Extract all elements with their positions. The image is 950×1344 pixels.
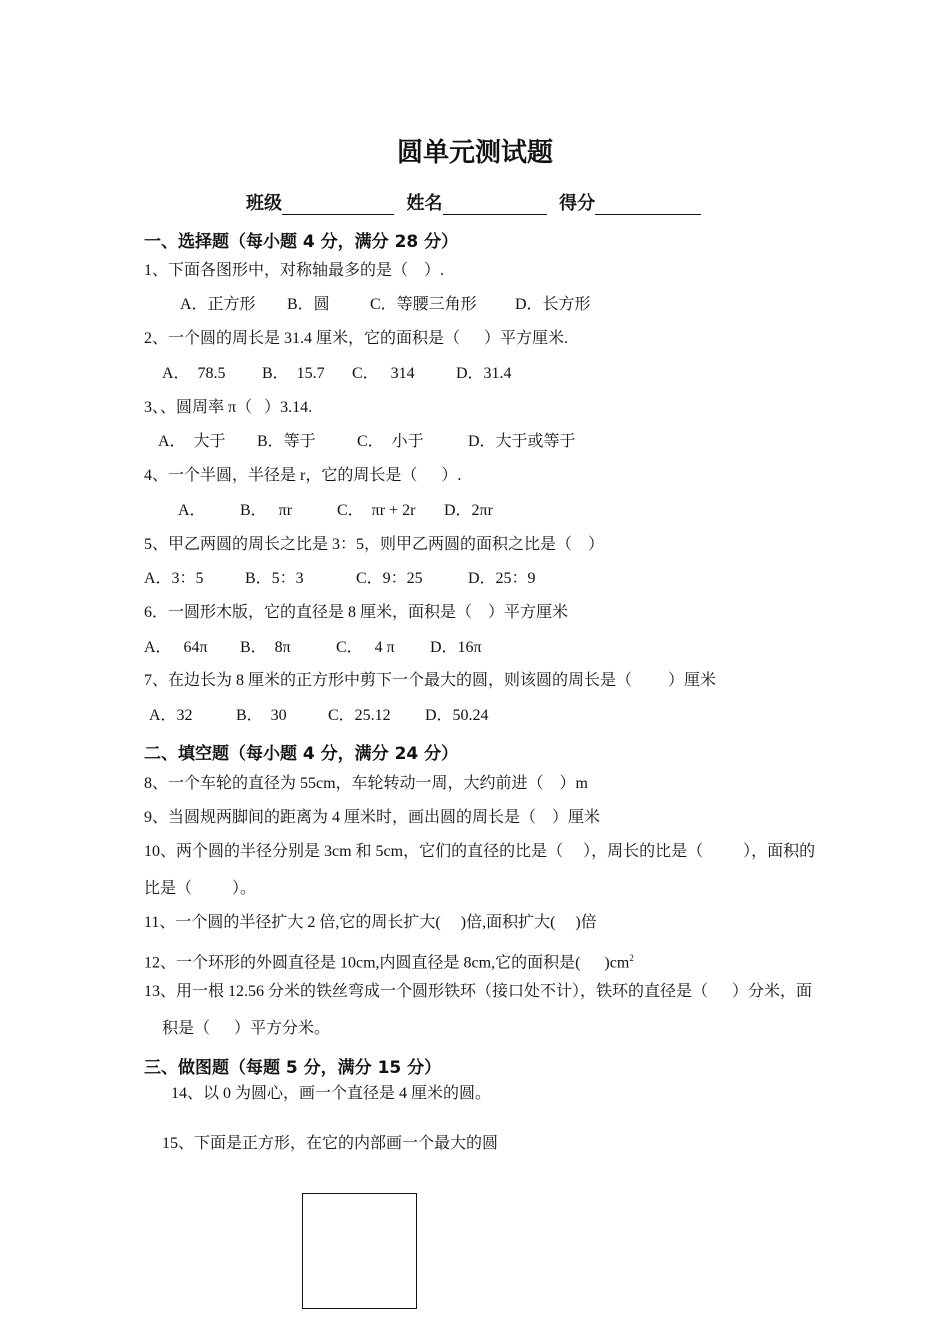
option-a: A．3：5 [144,570,204,587]
option-b: B． 8π [240,639,291,656]
question-13-continued: 积是（ ）平方分米。 [162,1020,331,1037]
option-c: C． 4 π [336,639,395,656]
question-4: 4、一个半圆，半径是 r，它的周长是（ ）. [144,467,462,484]
name-label: 姓名 [406,193,443,214]
question-1: 1、下面各图形中，对称轴最多的是（ ）. [144,262,445,279]
section-heading-choice: 一、选择题（每小题 4 分，满分 28 分） [144,232,459,252]
option-b: B．5：3 [245,570,304,587]
option-b: B．圆 [287,296,330,313]
class-label: 班级 [246,193,282,214]
option-d: D．长方形 [515,296,591,313]
section-heading-fill: 二、填空题（每小题 4 分，满分 24 分） [144,744,459,764]
question-14: 14、以 0 为圆心，画一个直径是 4 厘米的圆。 [171,1085,492,1102]
option-a: A． 64π [144,639,208,656]
question-15: 15、下面是正方形，在它的内部画一个最大的圆 [162,1135,499,1152]
option-d: D．2πr [444,502,493,519]
option-b: B． πr [240,502,293,519]
option-a: A．32 [149,707,193,724]
option-a: A．正方形 [180,296,256,313]
drawing-square [302,1193,417,1309]
option-d: D．大于或等于 [468,433,576,450]
question-10-continued: 比是（ ）。 [144,880,257,897]
option-a: A． 78.5 [162,365,226,382]
option-b: B．等于 [257,433,316,450]
score-label: 得分 [559,193,596,214]
option-c: C．25.12 [328,707,391,724]
question-9: 9、当圆规两脚间的距离为 4 厘米时，画出圆的周长是（ ）厘米 [144,809,601,826]
option-c: C．等腰三角形 [370,296,477,313]
option-d: D．25：9 [468,570,536,587]
option-c: C． πr + 2r [337,502,416,519]
question-3: 3、、圆周率 π（ ）3.14. [144,399,313,416]
option-c: C． 小于 [357,433,424,450]
option-c: C．9：25 [356,570,423,587]
question-2: 2、一个圆的周长是 31.4 厘米，它的面积是（ ）平方厘米. [144,330,569,347]
question-6: 6．一圆形木版，它的直径是 8 厘米，面积是（ ）平方厘米 [144,604,569,621]
question-7: 7、在边长为 8 厘米的正方形中剪下一个最大的圆，则该圆的周长是（ ）厘米 [144,672,717,689]
question-11: 11、一个圆的半径扩大 2 倍,它的周长扩大( )倍,面积扩大( )倍 [144,914,597,931]
superscript: 2 [629,953,634,963]
question-8: 8、一个车轮的直径为 55cm，车轮转动一周，大约前进（ ）m [144,775,588,792]
question-12-text: 12、一个环形的外圆直径是 10cm,内圆直径是 8cm,它的面积是( )cm [144,954,630,972]
student-info [246,189,701,215]
question-13: 13、用一根 12.56 分米的铁丝弯成一个圆形铁环（接口处不计），铁环的直径是（ ）分米，面 [144,983,813,1000]
question-12 [144,948,634,973]
option-b: B． 15.7 [262,365,325,382]
option-d: D．16π [430,639,482,656]
option-a: A． [178,502,206,519]
name-blank [443,196,547,215]
page-title: 圆单元测试题 [396,138,553,168]
option-d: D．50.24 [425,707,489,724]
section-heading-drawing: 三、做图题（每题 5 分，满分 15 分） [144,1058,442,1078]
option-a: A． 大于 [158,433,226,450]
question-5: 5、甲乙两圆的周长之比是 3：5，则甲乙两圆的面积之比是（ ） [144,536,605,553]
score-blank [595,196,701,215]
question-10: 10、两个圆的半径分别是 3cm 和 5cm，它们的直径的比是（ ），周长的比是（ ），面积的 [144,843,816,860]
option-b: B． 30 [236,707,287,724]
option-c: C． 314 [352,365,415,382]
option-d: D．31.4 [456,365,512,382]
class-blank [282,196,394,215]
